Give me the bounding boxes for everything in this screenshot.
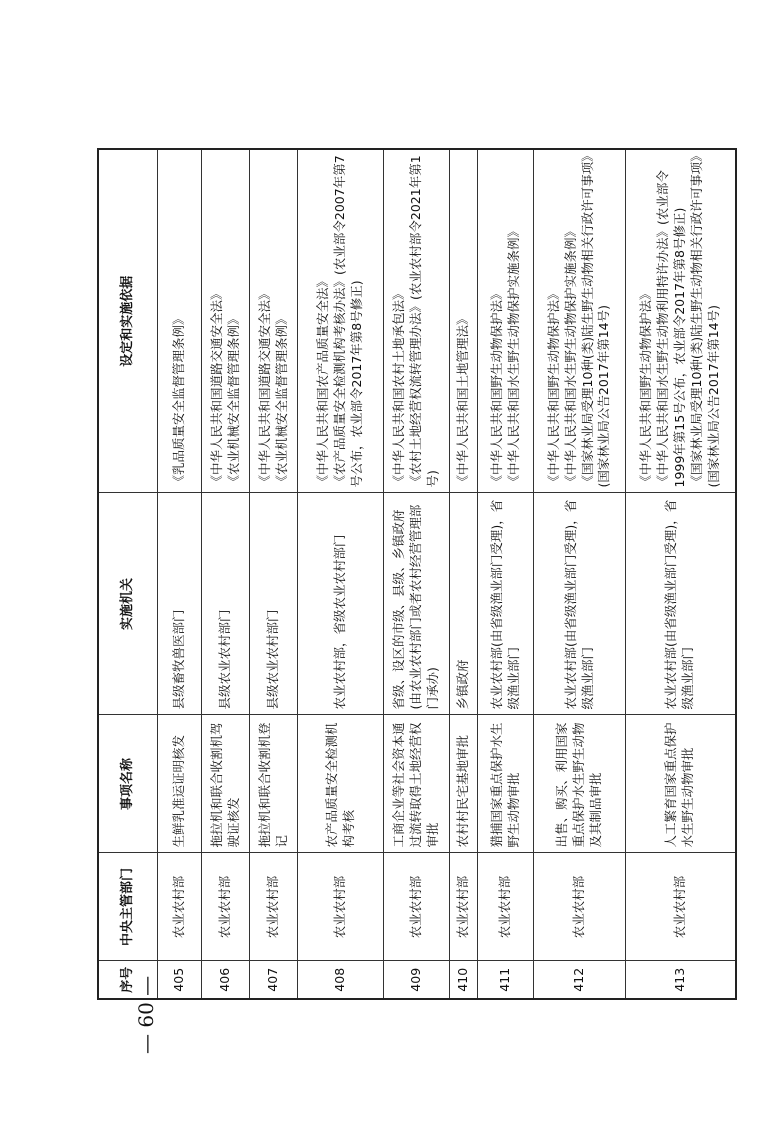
item-name: 拖拉机和联合收割机驾驶证核发 [202,715,250,853]
serial-number: 412 [534,961,626,999]
implementing-agency: 农业农村部(由省级渔业部门受理)，省级渔业部门 [534,493,626,715]
implementing-agency: 县级农业农村部门 [250,493,298,715]
table-row [158,149,202,999]
central-department: 农业农村部 [450,853,478,961]
header-serial-number: 序号 [98,961,158,999]
basis-line: 《农业机械安全监督管理条例》 [225,312,241,488]
serial-number: 413 [626,961,736,999]
implementing-agency: 县级农业农村部门 [202,493,250,715]
table-row [250,149,298,999]
central-department: 农业农村部 [534,853,626,961]
implementing-agency: 农业农村部(由省级渔业部门受理)，省级渔业部门 [626,493,736,715]
table-row [450,149,478,999]
basis-line: 《中华人民共和国水生野生动物保护实施条例》 [505,224,521,488]
basis-line: 《农村土地经营权流转管理办法》(农业农村部令2021年第1号) [408,155,440,488]
basis-line: 《中华人民共和国水生野生动物利用特许办法》(农业部令1999年第15号公布，农业部令2017年第8号修正) [654,170,687,488]
table-header [98,149,158,999]
table-row [384,149,450,999]
table-row [202,149,250,999]
legal-basis [478,149,534,493]
central-department: 农业农村部 [158,853,202,961]
approval-items-table [97,148,737,1000]
item-name: 猎捕国家重点保护水生野生动物审批 [478,715,534,853]
serial-number: 405 [158,961,202,999]
legal-basis [450,149,478,493]
table-row [298,149,384,999]
serial-number: 411 [478,961,534,999]
basis-line: 《乳品质量安全监督管理条例》 [171,312,187,488]
central-department: 农业农村部 [478,853,534,961]
basis-line: 《农业机械安全监督管理条例》 [273,312,289,488]
basis-line: 《中华人民共和国农村土地承包法》 [391,287,407,488]
legal-basis [298,149,384,493]
item-name: 人工繁育国家重点保护水生野生动物审批 [626,715,736,853]
legal-basis [534,149,626,493]
serial-number: 408 [298,961,384,999]
basis-line: 《中华人民共和国道路交通安全法》 [208,287,224,488]
basis-line: 《中华人民共和国野生动物保护法》 [638,287,654,488]
legal-basis [202,149,250,493]
basis-line: 《农产品质量安全检测机构考核办法》(农业部令2007年第7号公布，农业部令2017年第8号修正) [332,155,364,488]
implementing-agency: 省级、设区的市级、县级、乡镇政府(由农业农村部门或者农村经营管理部门承办) [384,493,450,715]
implementing-agency: 农业农村部，省级农业农村部门 [298,493,384,715]
central-department: 农业农村部 [250,853,298,961]
serial-number: 407 [250,961,298,999]
serial-number: 410 [450,961,478,999]
legal-basis [384,149,450,493]
item-name: 农村村民宅基地审批 [450,715,478,853]
basis-line: 《中华人民共和国土地管理法》 [455,312,471,488]
item-name: 工商企业等社会资本通过流转取得土地经营权审批 [384,715,450,853]
table-row [534,149,626,999]
rotated-table-container [97,150,721,1000]
header-legal-basis: 设定和实施依据 [98,149,158,493]
item-name: 农产品质量安全检测机构考核 [298,715,384,853]
header-implementing-agency: 实施机关 [98,493,158,715]
implementing-agency: 乡镇政府 [450,493,478,715]
legal-basis [158,149,202,493]
basis-line: 《中华人民共和国野生动物保护法》 [488,287,504,488]
header-central-department: 中央主管部门 [98,853,158,961]
legal-basis [626,149,736,493]
central-department: 农业农村部 [202,853,250,961]
implementing-agency: 农业农村部(由省级渔业部门受理)，省级渔业部门 [478,493,534,715]
basis-line: 《中华人民共和国野生动物保护法》 [545,287,561,488]
table-row [478,149,534,999]
basis-line: 《中华人民共和国道路交通安全法》 [256,287,272,488]
basis-line: 《国家林业局受理10种(类)陆生野生动物相关行政许可事项》(国家林业局公告2017年第14号) [579,155,612,488]
table-body [158,149,736,999]
basis-line: 《中华人民共和国水生野生动物保护实施条例》 [562,224,578,488]
page-number: — 60 — [134,975,158,1055]
implementing-agency: 县级畜牧兽医部门 [158,493,202,715]
basis-line: 《国家林业局受理10种(类)陆生野生动物相关行政许可事项》(国家林业局公告2017年第14号) [688,155,721,488]
serial-number: 406 [202,961,250,999]
header-item-name: 事项名称 [98,715,158,853]
item-name: 拖拉机和联合收割机登记 [250,715,298,853]
basis-line: 《中华人民共和国农产品质量安全法》 [315,274,331,488]
item-name: 生鲜乳准运证明核发 [158,715,202,853]
header-row [98,149,158,999]
serial-number: 409 [384,961,450,999]
central-department: 农业农村部 [384,853,450,961]
central-department: 农业农村部 [626,853,736,961]
item-name: 出售、购买、利用国家重点保护水生野生动物及其制品审批 [534,715,626,853]
legal-basis [250,149,298,493]
central-department: 农业农村部 [298,853,384,961]
table-row [626,149,736,999]
